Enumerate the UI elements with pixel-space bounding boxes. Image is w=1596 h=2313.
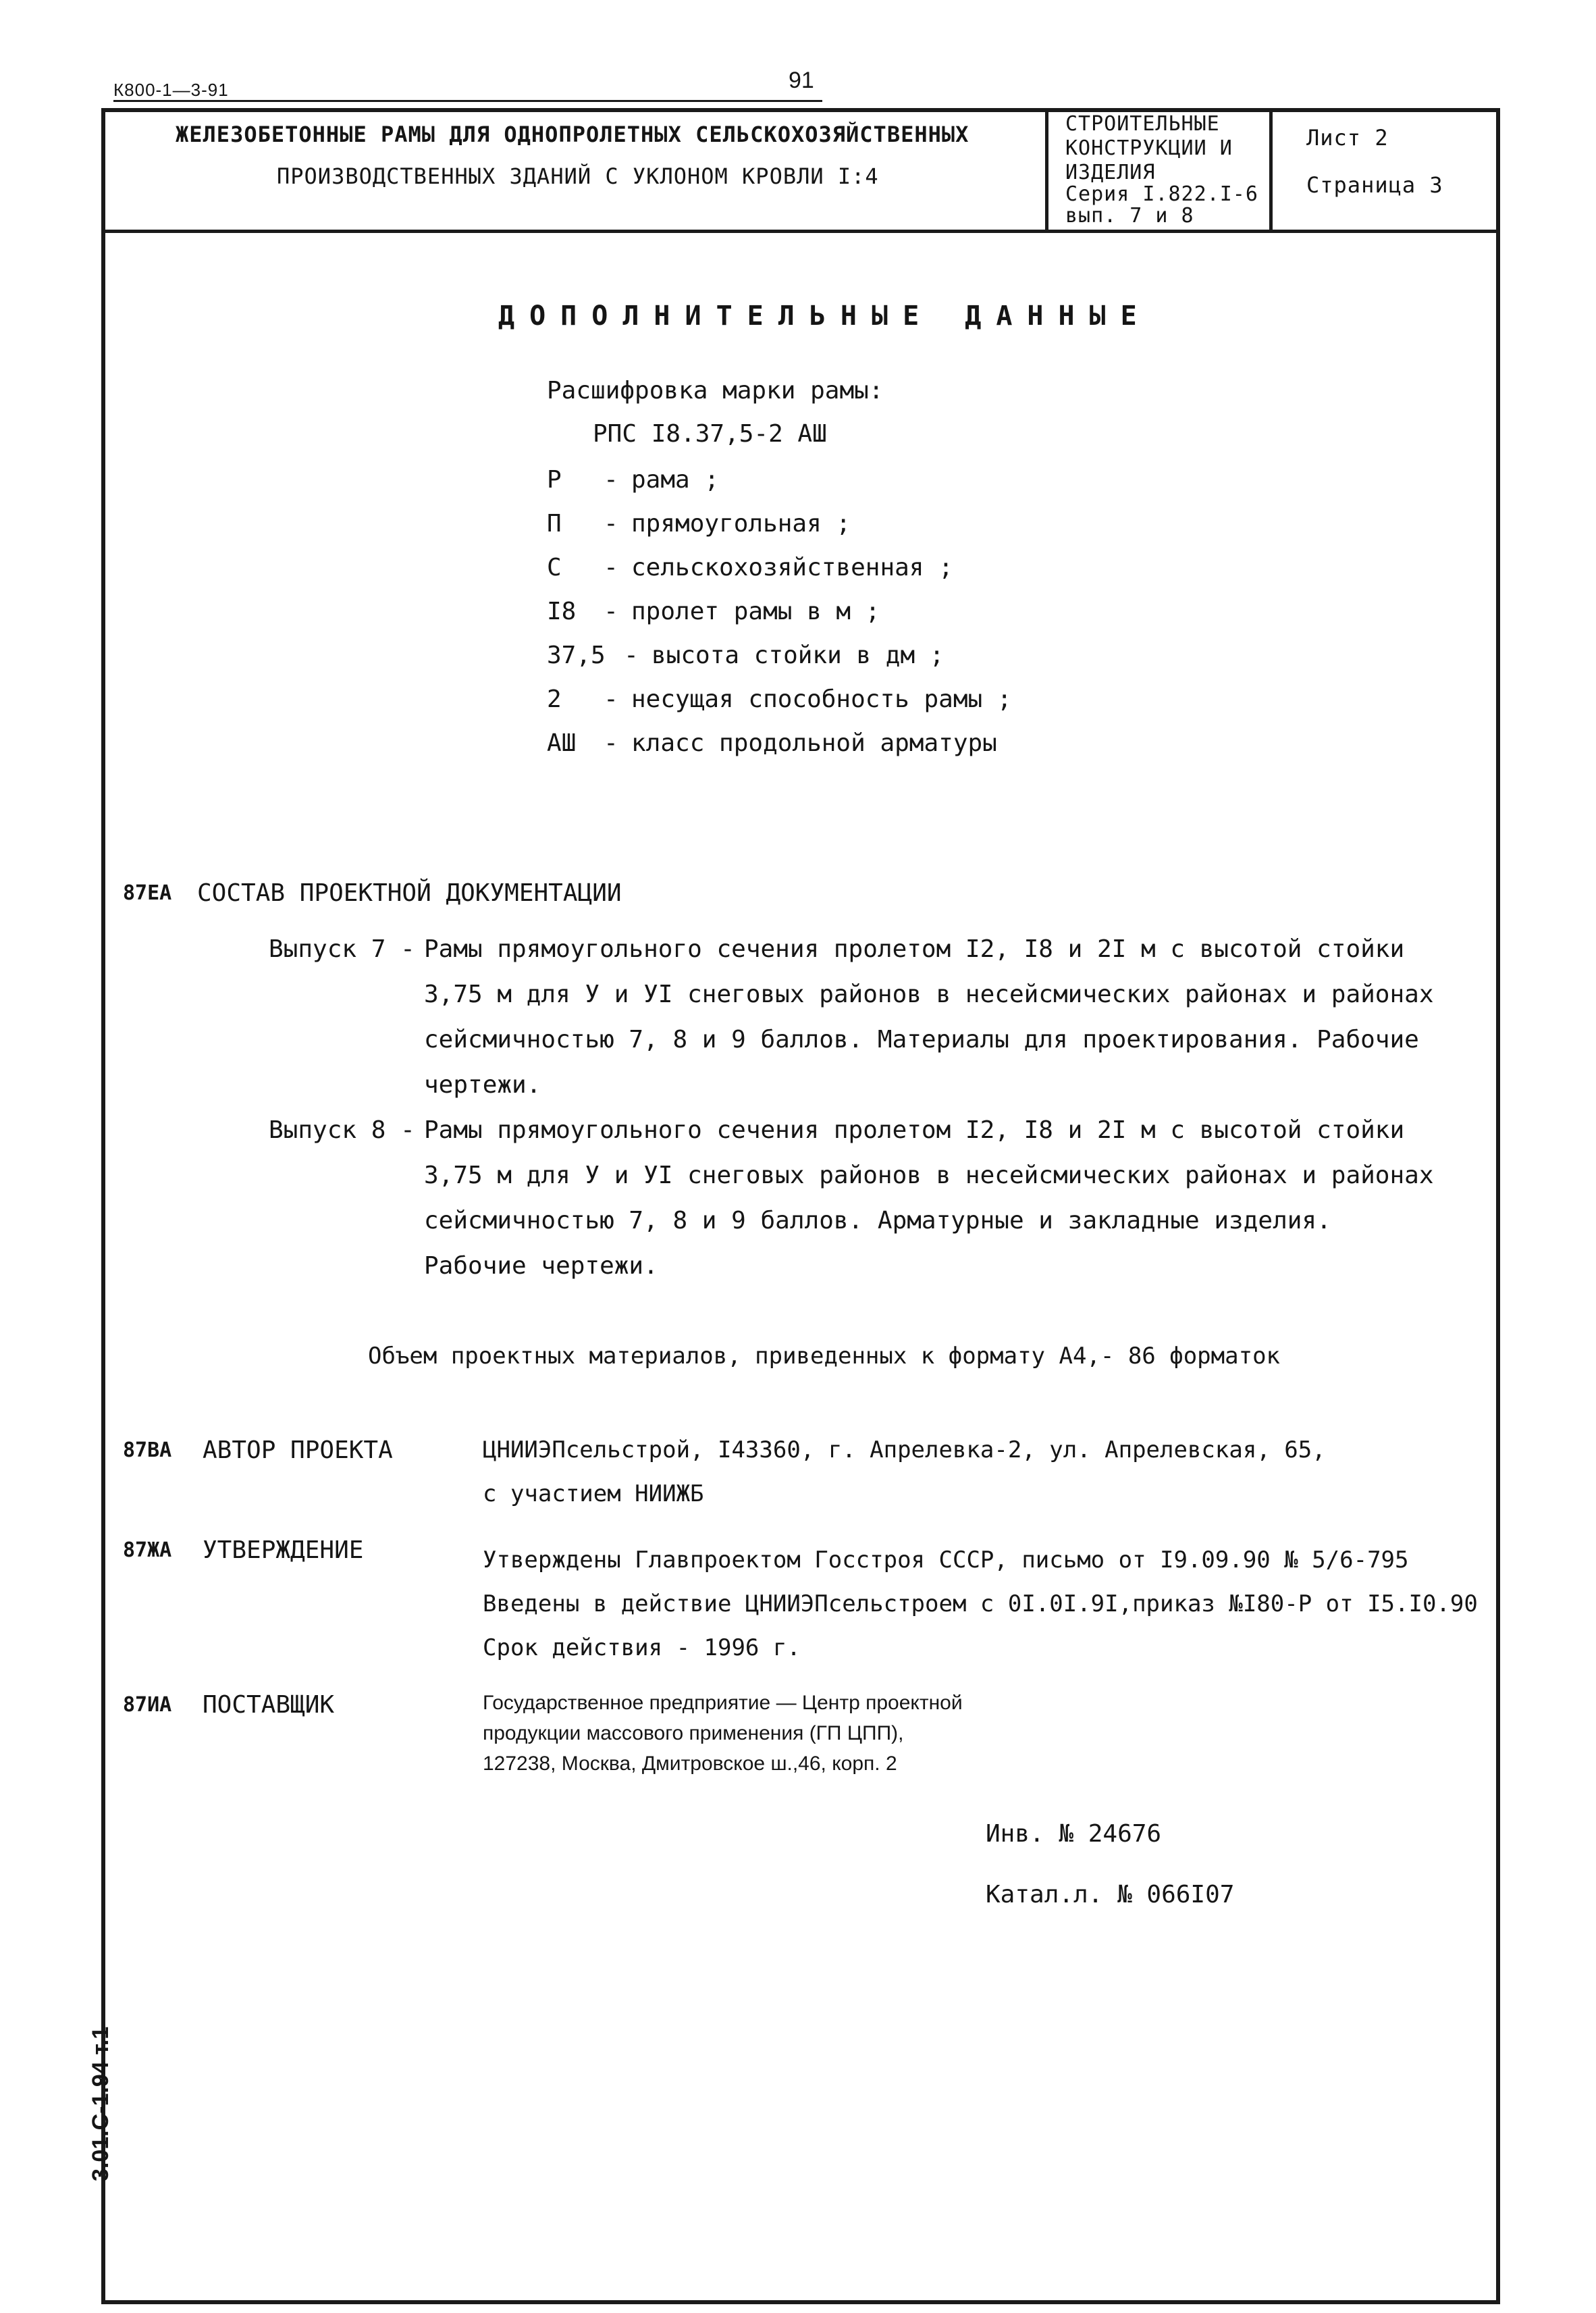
legend-text: несущая способность рамы ; — [631, 685, 1012, 713]
supplier-line1: Государственное предприятие — Центр проектной — [483, 1692, 963, 1714]
legend-dash: - — [604, 685, 618, 713]
side-stamp: 3.01.С-1.94 т.1 — [88, 2026, 113, 2181]
doc-code: К800-1—3-91 — [113, 80, 229, 100]
legend-item — [547, 554, 953, 581]
legend-code: АШ — [547, 729, 577, 757]
section-title: ДОПОЛНИТЕЛЬНЫЕ ДАННЫЕ — [498, 301, 1152, 332]
issue8-line: Рабочие чертежи. — [424, 1252, 658, 1280]
inventory-number: Инв. № 24676 — [986, 1820, 1162, 1848]
header-title-line2: ПРОИЗВОДСТВЕННЫХ ЗДАНИЙ С УКЛОНОМ КРОВЛИ I:4 — [277, 163, 879, 189]
header-category-line1: СТРОИТЕЛЬНЫЕ — [1065, 112, 1220, 136]
header-divider-2 — [1269, 108, 1273, 232]
volume-note: Объем проектных материалов, приведенных к формату А4,- 86 форматок — [368, 1343, 1281, 1370]
issue8-line: Рамы прямоугольного сечения пролетом I2, I8 и 2I м с высотой стойки — [424, 1116, 1405, 1144]
legend-code: С — [547, 554, 562, 581]
header-series: Серия I.822.I-6 — [1065, 182, 1258, 206]
supplier-label: ПОСТАВЩИК — [203, 1691, 335, 1719]
header-category-line3: ИЗДЕЛИЯ — [1065, 161, 1156, 184]
composition-heading: СОСТАВ ПРОЕКТНОЙ ДОКУМЕНТАЦИИ — [197, 879, 622, 907]
author-label: АВТОР ПРОЕКТА — [203, 1436, 393, 1464]
issue7-line: 3,75 м для У и УI снеговых районов в несейсмических районах и районах — [424, 981, 1434, 1008]
header-divider-1 — [1045, 108, 1048, 232]
legend-dash: - — [604, 598, 618, 625]
header-issues: вып. 7 и 8 — [1065, 204, 1194, 228]
header-category-line2: КОНСТРУКЦИИ И — [1065, 136, 1233, 160]
approval-line3: Срок действия - 1996 г. — [483, 1634, 801, 1661]
legend-code: 37,5 — [547, 642, 606, 669]
supplier-line2: продукции массового применения (ГП ЦПП), — [483, 1722, 904, 1744]
legend-code: I8 — [547, 598, 577, 625]
author-line2: с участием НИИЖБ — [483, 1480, 704, 1507]
legend-dash: - — [604, 554, 618, 581]
issue7-line: чертежи. — [424, 1071, 541, 1099]
author-line1: ЦНИИЭПсельстрой, I43360, г. Апрелевка-2, ул. Апрелевская, 65, — [483, 1436, 1326, 1463]
legend-code: П — [547, 510, 562, 538]
top-rule — [113, 100, 822, 102]
catalog-number: Катал.л. № 066I07 — [986, 1881, 1235, 1908]
issue8-line: 3,75 м для У и УI снеговых районов в несейсмических районах и районах — [424, 1162, 1434, 1189]
legend-text: прямоугольная ; — [631, 510, 851, 538]
legend-item — [547, 510, 851, 538]
header-sheet: Лист 2 — [1306, 125, 1389, 151]
approval-tag: 87ЖА — [123, 1538, 172, 1562]
header-title-line1: ЖЕЛЕЗОБЕТОННЫЕ РАМЫ ДЛЯ ОДНОПРОЛЕТНЫХ СЕЛЬСКОХОЗЯЙСТВЕННЫХ — [176, 122, 969, 147]
supplier-line3: 127238, Москва, Дмитровское ш.,46, корп. 2 — [483, 1752, 897, 1775]
legend-item — [547, 685, 1012, 713]
legend-text: высота стойки в дм ; — [651, 642, 945, 669]
author-tag: 87ВА — [123, 1438, 172, 1462]
approval-line1: Утверждены Главпроектом Госстроя СССР, письмо от I9.09.90 № 5/6-795 — [483, 1547, 1409, 1574]
legend-dash: - — [624, 642, 639, 669]
legend-text: класс продольной арматуры — [631, 729, 997, 757]
issue7-line: Рамы прямоугольного сечения пролетом I2, I8 и 2I м с высотой стойки — [424, 935, 1405, 963]
approval-line2: Введены в действие ЦНИИЭПсельстроем с 0I.0I.9I,приказ №I80-Р от I5.I0.90 — [483, 1590, 1478, 1617]
legend-dash: - — [604, 510, 618, 538]
header-page: Страница 3 — [1306, 172, 1443, 198]
composition-tag: 87ЕА — [123, 881, 172, 905]
legend-dash: - — [604, 466, 618, 494]
legend-item — [547, 642, 944, 669]
legend-text: сельскохозяйственная ; — [631, 554, 953, 581]
approval-label: УТВЕРЖДЕНИЕ — [203, 1536, 364, 1564]
mark-code: РПС I8.37,5-2 АШ — [593, 420, 827, 448]
legend-dash: - — [604, 729, 618, 757]
legend-item — [547, 466, 719, 494]
issue7-label: Выпуск 7 - — [269, 935, 415, 963]
mark-heading: Расшифровка марки рамы: — [547, 377, 884, 405]
legend-code: Р — [547, 466, 562, 494]
issue7-line: сейсмичностью 7, 8 и 9 баллов. Материалы для проектирования. Рабочие — [424, 1026, 1419, 1054]
issue8-line: сейсмичностью 7, 8 и 9 баллов. Арматурные и закладные изделия. — [424, 1207, 1331, 1235]
issue8-label: Выпуск 8 - — [269, 1116, 415, 1144]
header-bottom-rule — [101, 230, 1499, 233]
legend-text: рама ; — [631, 466, 720, 494]
legend-item — [547, 598, 880, 625]
legend-code: 2 — [547, 685, 562, 713]
legend-item — [547, 729, 997, 757]
supplier-tag: 87ИА — [123, 1693, 172, 1717]
legend-text: пролет рамы в м ; — [631, 598, 880, 625]
page-number: 91 — [789, 68, 814, 93]
